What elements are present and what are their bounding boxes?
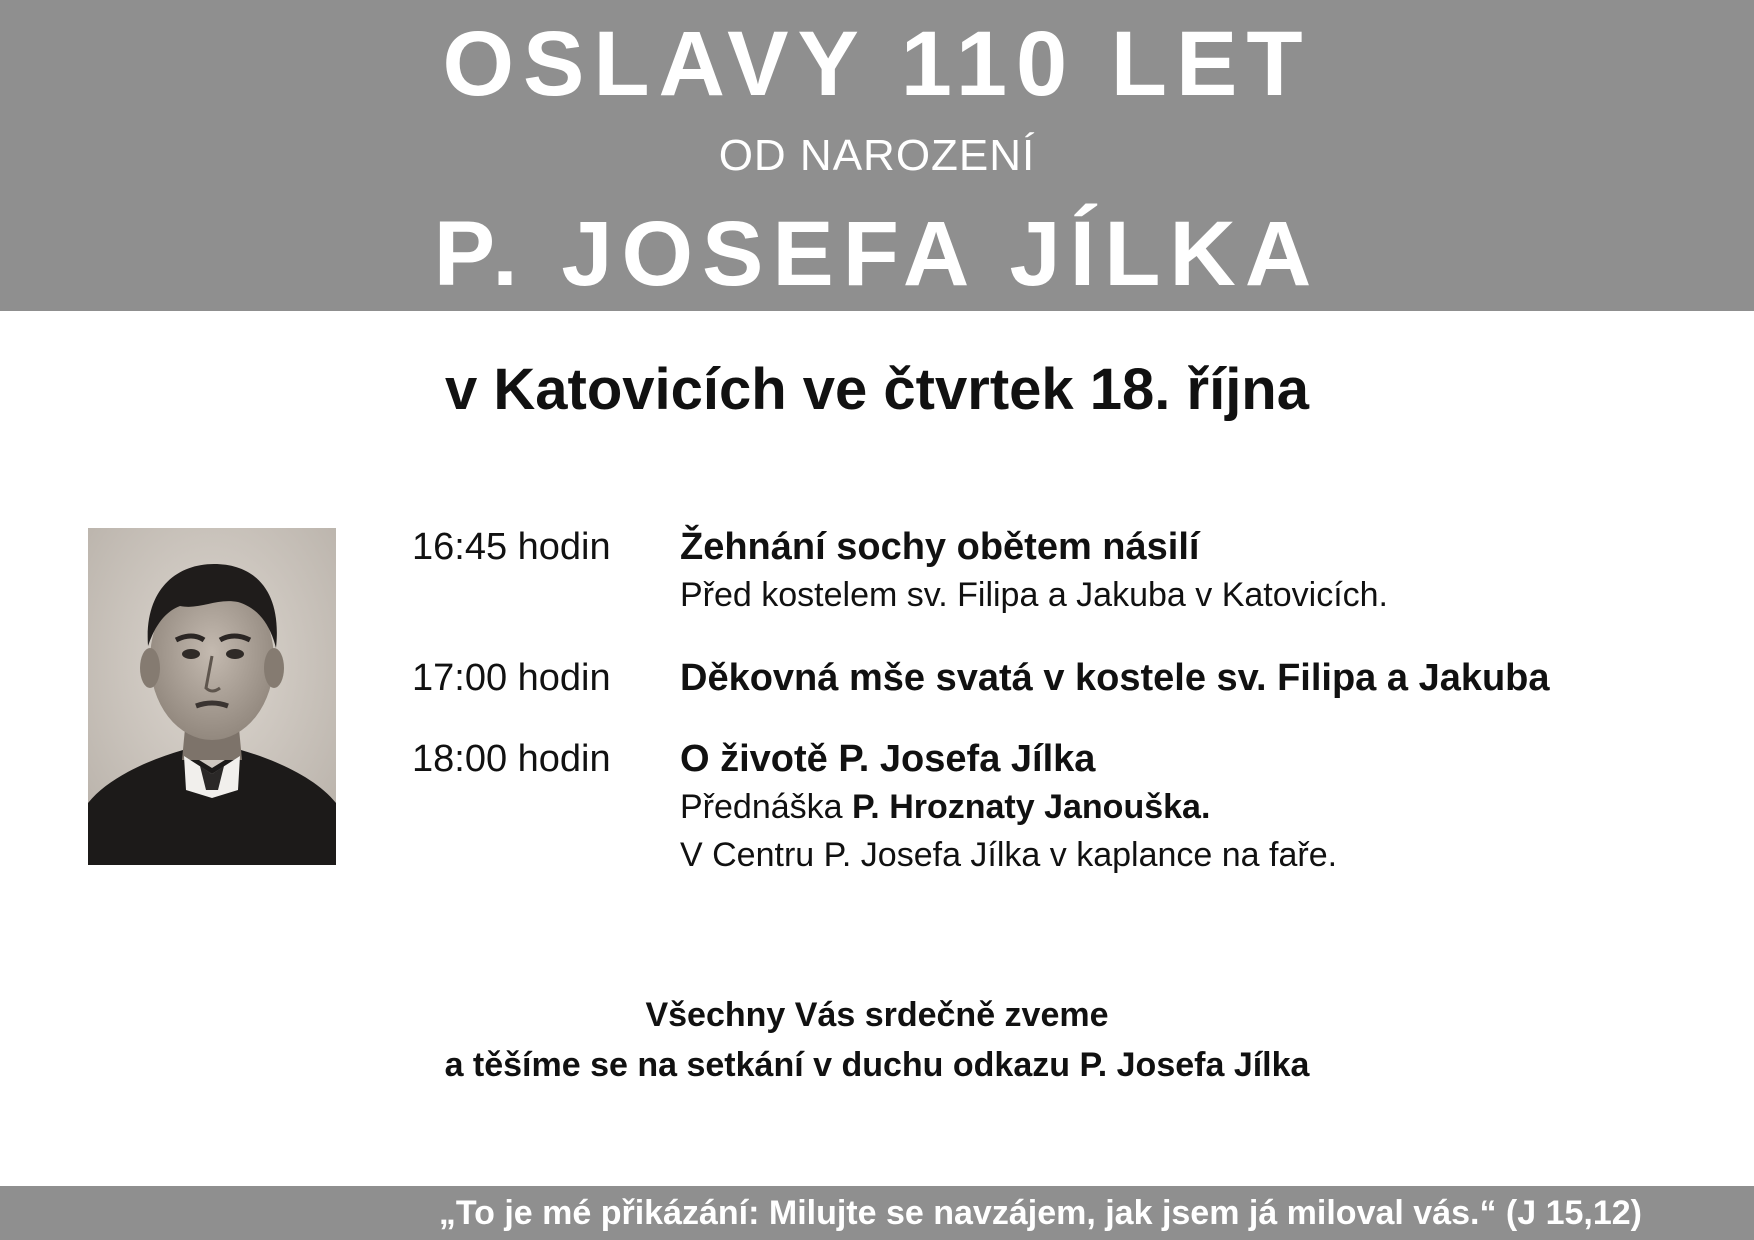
event-title: Děkovná mše svatá v kostele sv. Filipa a Jakuba bbox=[680, 657, 1550, 699]
portrait-photo bbox=[88, 528, 336, 865]
event-time: 16:45 hodin bbox=[412, 526, 611, 568]
title-oslavy: OSLAVY 110 LET bbox=[442, 13, 1312, 115]
event-date: v Katovicích ve čtvrtek 18. října bbox=[445, 357, 1309, 422]
lecture-speaker: P. Hroznaty Janouška. bbox=[852, 788, 1211, 826]
priest-portrait-icon bbox=[88, 528, 336, 865]
event-title: Žehnání sochy obětem násilí bbox=[680, 526, 1200, 568]
title-od-narozeni: OD NAROZENÍ bbox=[718, 131, 1036, 180]
header-banner bbox=[0, 0, 1754, 311]
event-detail: Před kostelem sv. Filipa a Jakuba v Katovicích. bbox=[680, 576, 1389, 614]
lecture-prefix: Přednáška bbox=[680, 788, 852, 826]
invitation-line-1: Všechny Vás srdečně zveme bbox=[645, 996, 1109, 1034]
title-name: P. JOSEFA JÍLKA bbox=[433, 203, 1321, 305]
footer-quote: „To je mé přikázání: Milujte se navzájem, jak jsem já miloval vás.“ (J 15,12) bbox=[438, 1194, 1642, 1232]
event-detail: V Centru P. Josefa Jílka v kaplance na faře. bbox=[680, 836, 1338, 874]
event-title: O životě P. Josefa Jílka bbox=[680, 738, 1096, 780]
invitation-line-2: a těšíme se na setkání v duchu odkazu P. Josefa Jílka bbox=[444, 1046, 1310, 1084]
footer-banner bbox=[0, 1186, 1754, 1240]
event-lecture-line bbox=[680, 784, 1210, 830]
event-time: 18:00 hodin bbox=[412, 738, 611, 780]
event-time: 17:00 hodin bbox=[412, 657, 611, 699]
